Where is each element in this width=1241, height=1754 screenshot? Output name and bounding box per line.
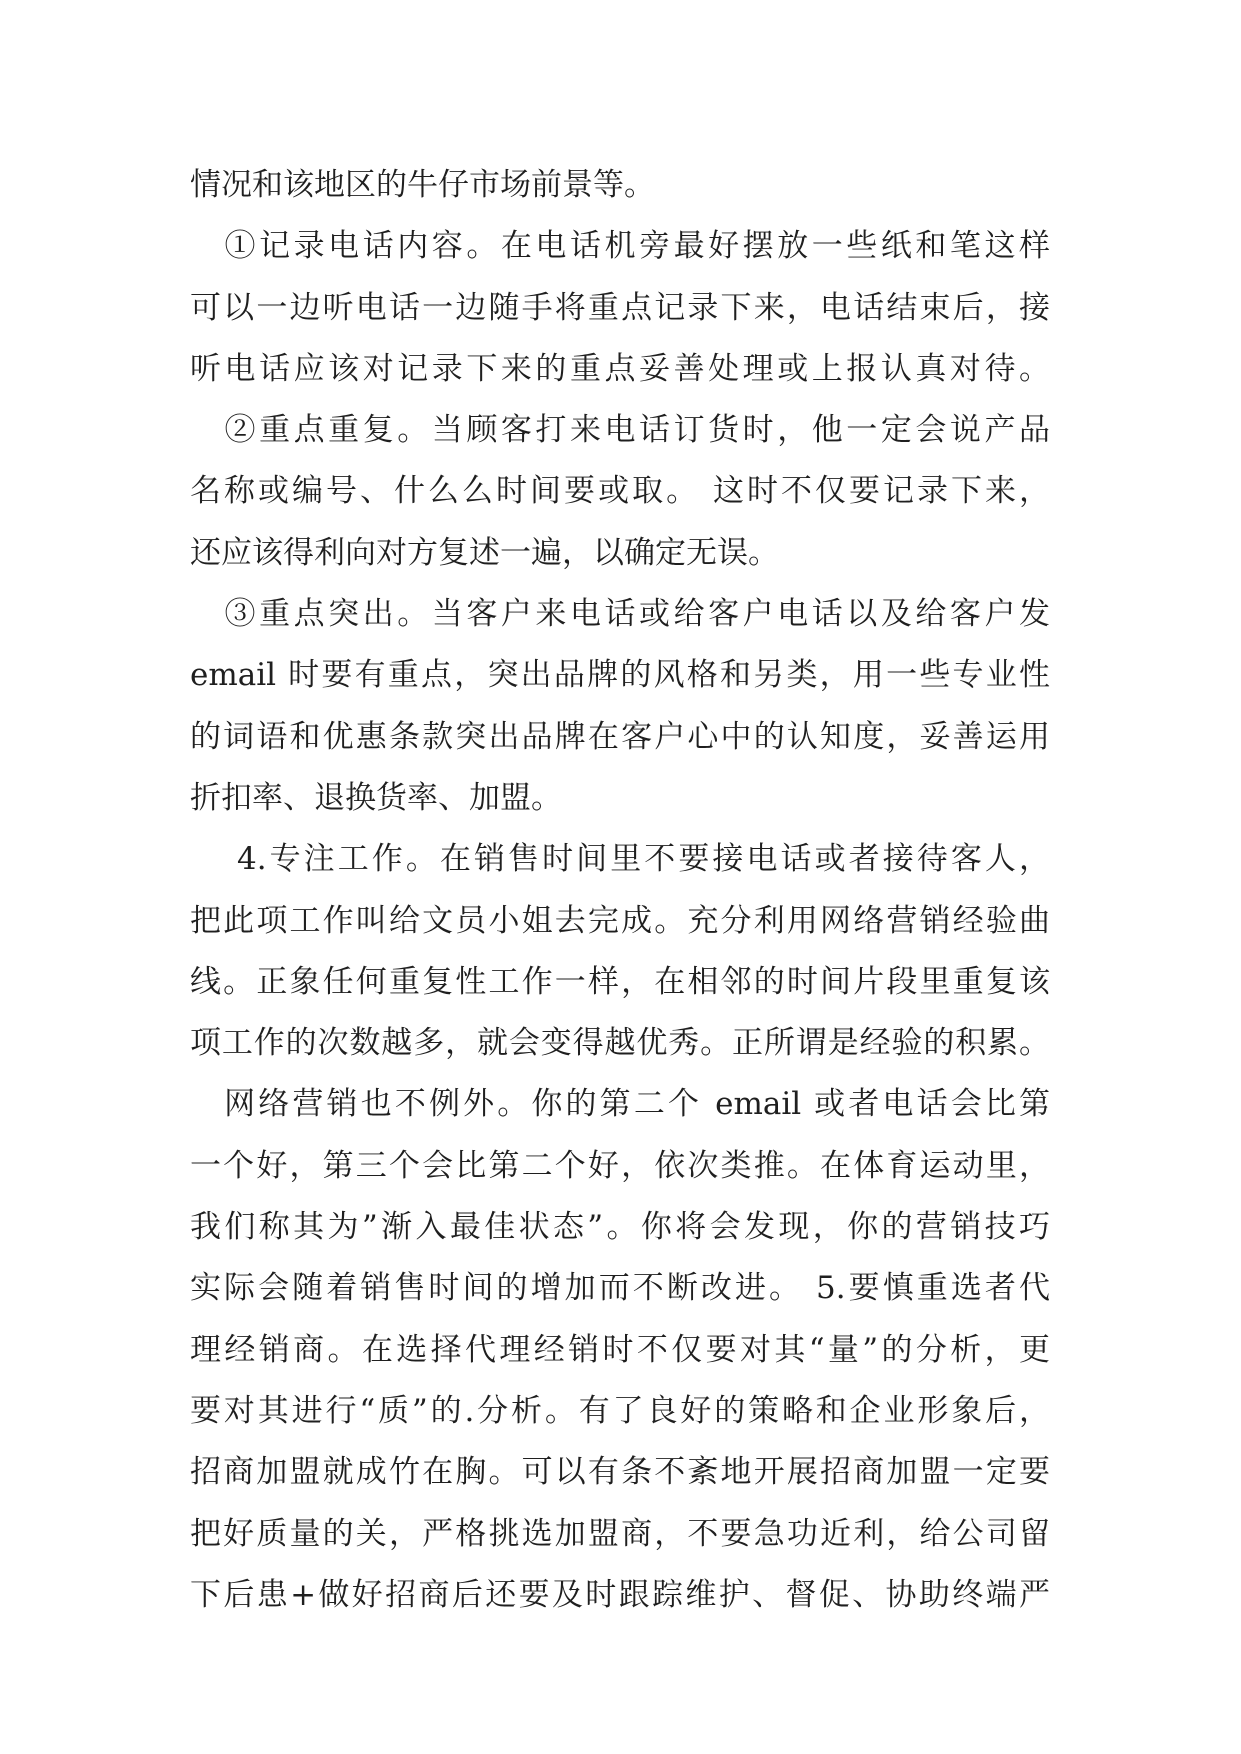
body-text	[190, 155, 1050, 1626]
text-line: 我们称其为”渐入最佳状态”。你将会发现，你的营销技巧	[190, 1209, 1050, 1246]
text-line: 要对其进行“质”的.分析。有了良好的策略和企业形象后，	[190, 1392, 1050, 1429]
text-line: 还应该得利向对方复述一遍，以确定无误。	[190, 534, 779, 571]
text-line: 折扣率、退换货率、加盟。	[190, 779, 562, 816]
text-line: 线。正象任何重复性工作一样，在相邻的时间片段里重复该	[190, 963, 1050, 1000]
text-line: 听电话应该对记录下来的重点妥善处理或上报认真对待。	[190, 350, 1050, 387]
text-line: ②重点重复。当顾客打来电话订货时，他一定会说产品	[190, 412, 1050, 449]
text-line: 名称或编号、什么么时间要或取。 这时不仅要记录下来，	[190, 473, 1050, 510]
text-line: 项工作的次数越多，就会变得越优秀。正所谓是经验的积累。	[190, 1025, 1050, 1062]
text-line: email 时要有重点，突出品牌的风格和另类，用一些专业性	[190, 657, 1050, 694]
text-line: 实际会随着销售时间的增加而不断改进。 5.要慎重选者代	[190, 1270, 1050, 1307]
text-line: 把此项工作叫给文员小姐去完成。充分利用网络营销经验曲	[190, 902, 1050, 939]
text-line: ③重点突出。当客户来电话或给客户电话以及给客户发	[190, 596, 1050, 633]
text-line: 情况和该地区的牛仔市场前景等。	[190, 167, 655, 203]
text-line: 一个好，第三个会比第二个好，依次类推。在体育运动里，	[190, 1147, 1050, 1184]
text-line: 的词语和优惠条款突出品牌在客户心中的认知度，妥善运用	[190, 718, 1050, 755]
text-line: 可以一边听电话一边随手将重点记录下来，电话结束后，接	[190, 289, 1050, 326]
text-line: ①记录电话内容。在电话机旁最好摆放一些纸和笔这样	[190, 228, 1050, 265]
text-line: 网络营销也不例外。你的第二个 email 或者电话会比第	[190, 1086, 1050, 1123]
text-line: 招商加盟就成竹在胸。可以有条不紊地开展招商加盟一定要	[190, 1454, 1050, 1491]
text-line: 下后患+做好招商后还要及时跟踪维护、督促、协助终端严	[190, 1576, 1050, 1613]
text-line: 理经销商。在选择代理经销时不仅要对其“量”的分析，更	[190, 1331, 1050, 1368]
text-line: 把好质量的关，严格挑选加盟商，不要急功近利，给公司留	[190, 1515, 1050, 1552]
text-line: 4.专注工作。在销售时间里不要接电话或者接待客人，	[190, 841, 1050, 878]
